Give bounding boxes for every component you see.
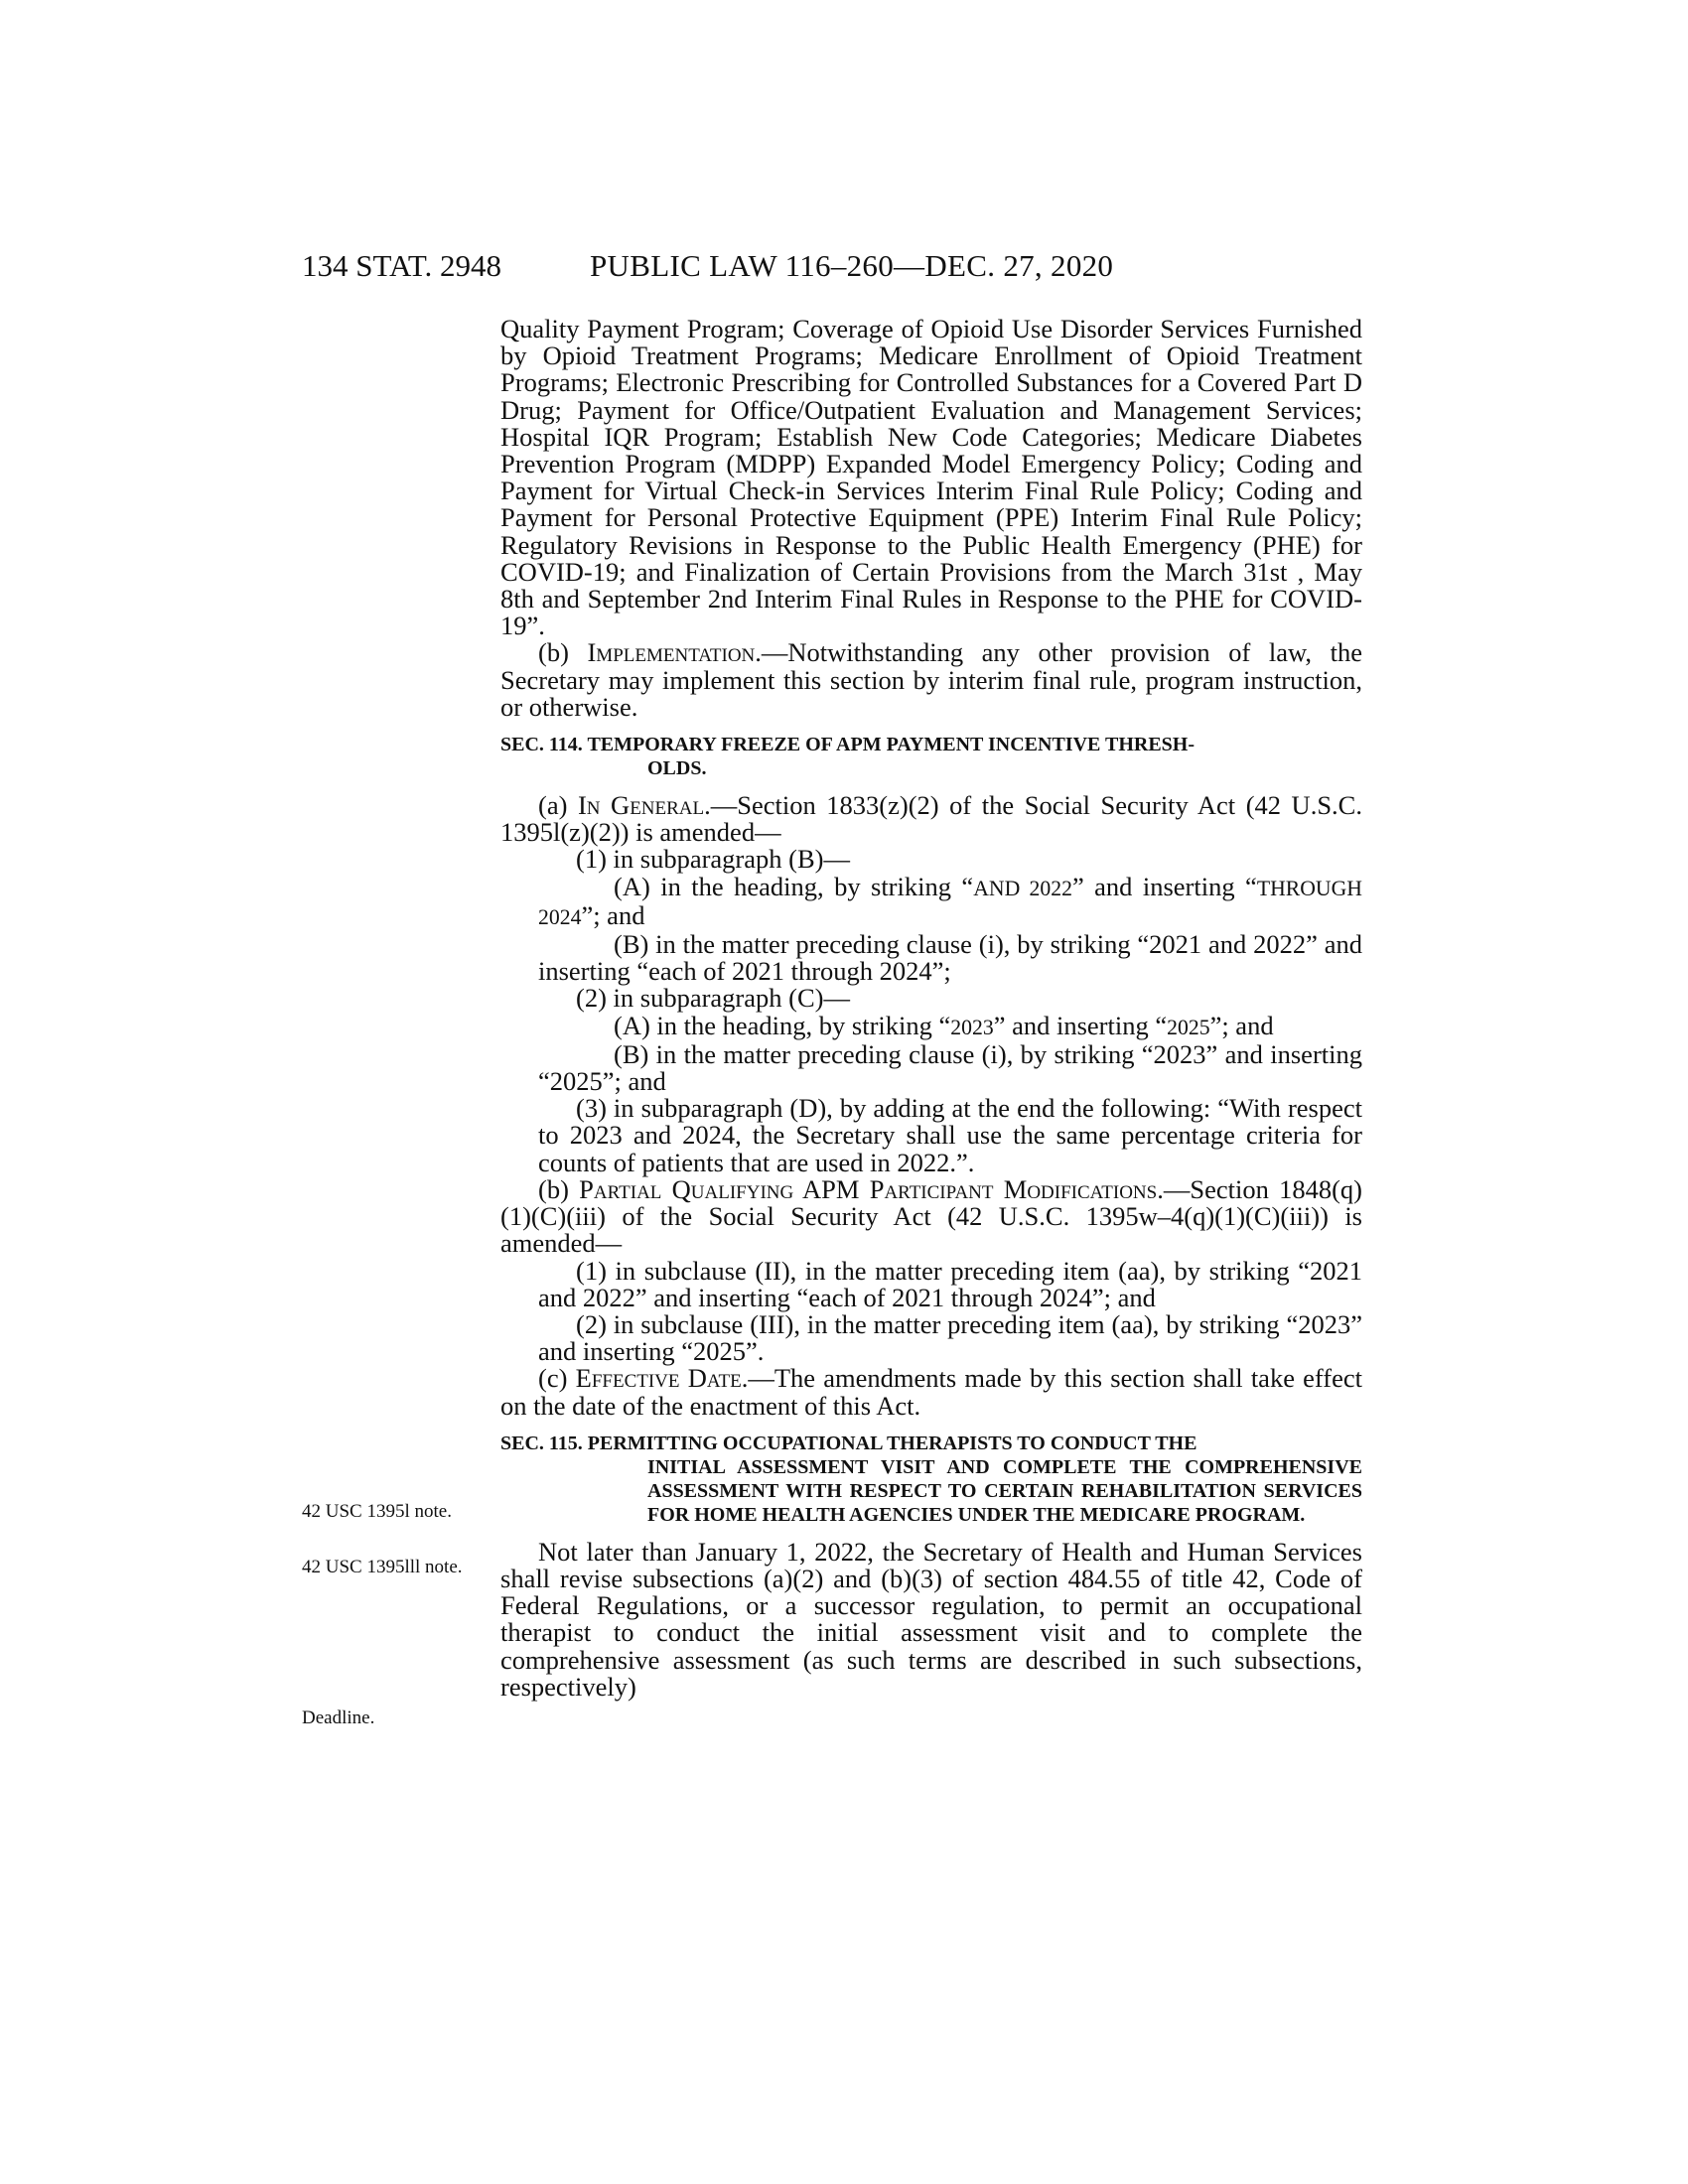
- margin-note-deadline: Deadline.: [302, 1707, 375, 1728]
- margin-note-usc-1395l: 42 USC 1395l note.: [302, 1501, 452, 1522]
- paragraph-deadline: Not later than January 1, 2022, the Secretary of Health and Human Services shall revise subsections (a)(2) and (b)(3) of section 484.55 of title 42, Code of Federal Regulations, or a successor regulation, to permit an occupational therapist to conduct the initial assessment visit and to complete the comprehensive assessment (as such terms are described in such subsections, respectively): [500, 1536, 1362, 1702]
- paragraph-in-general: (a) In General.—Section 1833(z)(2) of the Social Security Act (42 U.S.C. 1395l(z)(2)) is amended—: [500, 790, 1362, 848]
- paragraph-item: (2) in subparagraph (C)—: [576, 983, 850, 1014]
- section-heading-115: SEC. 115. PERMITTING OCCUPATIONAL THERAPISTS TO CONDUCT THE INITIAL ASSESSMENT VISIT AND COMPLETE THE COMPREHENSIVE ASSESSMENT WITH RESPECT TO CERTAIN REHABILITATION SERVICES FOR HOME HEALTH AGENCIES UNDER THE MEDICARE PROGRAM.: [500, 1432, 1362, 1526]
- margin-note-usc-1395lll: 42 USC 1395lll note.: [302, 1557, 463, 1577]
- section-heading-114: SEC. 114. TEMPORARY FREEZE OF APM PAYMENT INCENTIVE THRESH- OLDS.: [500, 734, 1196, 780]
- paragraph-item: (1) in subclause (II), in the matter preceding item (aa), by striking “2021 and 2022” and inserting “each of 2021 through 2024”; and: [538, 1255, 1362, 1312]
- paragraph-partial-qualifying: (b) Partial Qualifying APM Participant Modifications.—Section 1848(q)(1)(C)(iii) of the Social Security Act (42 U.S.C. 1395w–4(q)(1)(C)(iii)) is amended—: [500, 1173, 1362, 1259]
- subsection-heading: In General: [577, 790, 705, 821]
- stat-page-number: 134 STAT. 2948: [302, 248, 502, 283]
- paragraph-item: (2) in subclause (III), in the matter preceding item (aa), by striking “2023” and inserting “2025”.: [538, 1308, 1362, 1367]
- paragraph-effective-date: (c) Effective Date.—The amendments made by this section shall take effect on the date of the enactment of this Act.: [500, 1363, 1362, 1421]
- document-body: [500, 316, 1362, 1701]
- subsection-heading: Effective Date: [575, 1363, 742, 1394]
- paragraph: Quality Payment Program; Coverage of Opioid Use Disorder Services Furnished by Opioid Treatment Programs; Medicare Enrollment of Opioid Treatment Programs; Electronic Prescribing for Controlled Substances for a Covered Part D Drug; Payment for Office/Outpatient Evaluation and Management Services; Hospital IQR Program; Establish New Code Categories; Medicare Diabetes Prevention Program (MDPP) Expanded Model Emergency Policy; Coding and Payment for Virtual Check-in Services Interim Final Rule Policy; Coding and Payment for Personal Protective Equipment (PPE) Interim Final Rule Policy; Regulatory Revisions in Response to the Public Health Emergency (PHE) for COVID-19; and Finalization of Certain Provisions from the March 31st , May 8th and September 2nd Interim Final Rules in Response to the PHE for COVID-19”.: [500, 314, 1362, 641]
- paragraph-item: (B) in the matter preceding clause (i), by striking “2023” and inserting “2025”; and: [538, 1038, 1362, 1097]
- paragraph-item: (B) in the matter preceding clause (i), by striking “2021 and 2022” and inserting “each of 2021 through 2024”;: [538, 929, 1362, 987]
- law-title: PUBLIC LAW 116–260—DEC. 27, 2020: [590, 248, 1114, 283]
- paragraph-item: (A) in the heading, by striking “2023” and inserting “2025”; and: [614, 1010, 1274, 1040]
- paragraph-implementation: (b) Implementation.—Notwithstanding any other provision of law, the Secretary may implement this section by interim final rule, program instruction, or otherwise.: [500, 637, 1362, 722]
- paragraph-item: (A) in the heading, by striking “AND 2022” and inserting “THROUGH 2024”; and: [538, 871, 1362, 930]
- subsection-heading: Partial Qualifying APM Participant Modifications: [579, 1173, 1158, 1204]
- paragraph-item: (3) in subparagraph (D), by adding at the end the following: “With respect to 2023 and 2024, the Secretary shall use the same percentage criteria for counts of patients that are used in 2022.”.: [538, 1093, 1362, 1177]
- subsection-heading: Implementation: [587, 637, 756, 668]
- paragraph-item: (1) in subparagraph (B)—: [576, 844, 850, 875]
- running-header: [302, 248, 1362, 288]
